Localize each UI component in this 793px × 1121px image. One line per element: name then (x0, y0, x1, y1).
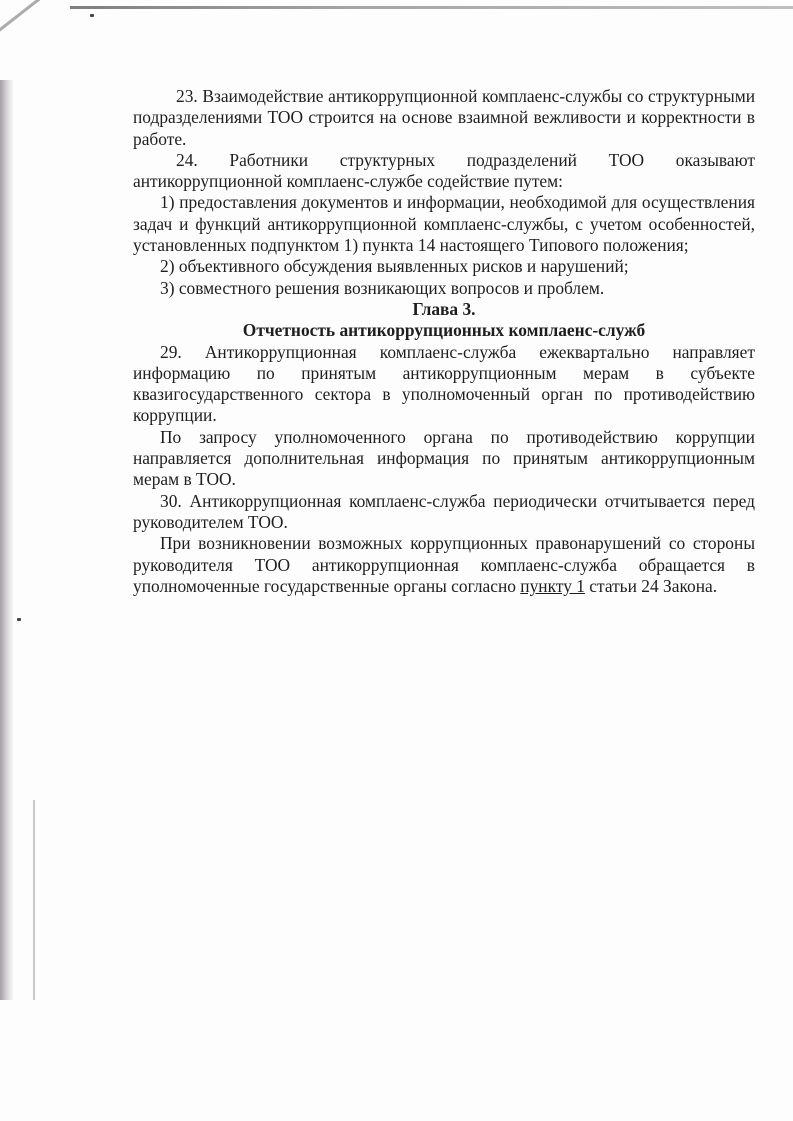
paragraph-30: 30. Антикоррупционная комплаенс-служба периодически отчитывается перед руководителем ТОО. (133, 490, 755, 532)
paragraph-23: 23. Взаимодействие антикоррупционной комплаенс-службы со структурными подразделениями ТОО строится на основе взаимной вежливости и корректности в работе. (133, 86, 755, 149)
scan-speck (17, 618, 21, 621)
paragraph-29: 29. Антикоррупционная комплаенс-служба ежеквартально направляет информацию по принятым антикоррупционным мерам в субъекте квазигосударственного сектора в уполномоченный орган по противодействию коррупции. (133, 341, 755, 426)
chapter-title: Отчетность антикоррупционных комплаенс-служб (242, 320, 646, 341)
paragraph-29-request: По запросу уполномоченного органа по противодействию коррупции направляется дополнительная информация по принятым антикоррупционным мерам в ТОО. (133, 426, 755, 490)
law-reference-link[interactable]: пункту 1 (520, 575, 585, 596)
scan-edge-left (0, 80, 14, 1000)
scan-streak (33, 800, 35, 1000)
document-body (133, 86, 755, 597)
paragraph-24-item-2: 2) объективного обсуждения выявленных рисков и нарушений; (160, 256, 629, 277)
scan-folded-corner (0, 0, 78, 39)
paragraph-24: 24. Работники структурных подразделений ТОО оказывают антикоррупционной комплаенс-службе содействие путем: (133, 149, 755, 192)
paragraph-24-item-3: 3) совместного решения возникающих вопросов и проблем. (160, 277, 605, 298)
paragraph-30-text-before: При возникновении возможных коррупционных правонарушений со стороны руководителя ТОО антикоррупционная комплаенс-служба обращается в уполномоченные государственные органы согласно (133, 533, 755, 596)
paragraph-30-violations (133, 533, 755, 597)
paragraph-24-item-1: 1) предоставления документов и информации, необходимой для осуществления задач и функций антикоррупционной комплаенс-службы, с учетом особенностей, установленных подпунктом 1) пункта 14 настоящего Типового положения; (133, 192, 755, 256)
scan-edge-top (70, 6, 793, 9)
scan-speck (90, 14, 94, 17)
chapter-number: Глава 3. (412, 298, 476, 319)
paragraph-30-text-after: статьи 24 Закона. (584, 575, 718, 596)
